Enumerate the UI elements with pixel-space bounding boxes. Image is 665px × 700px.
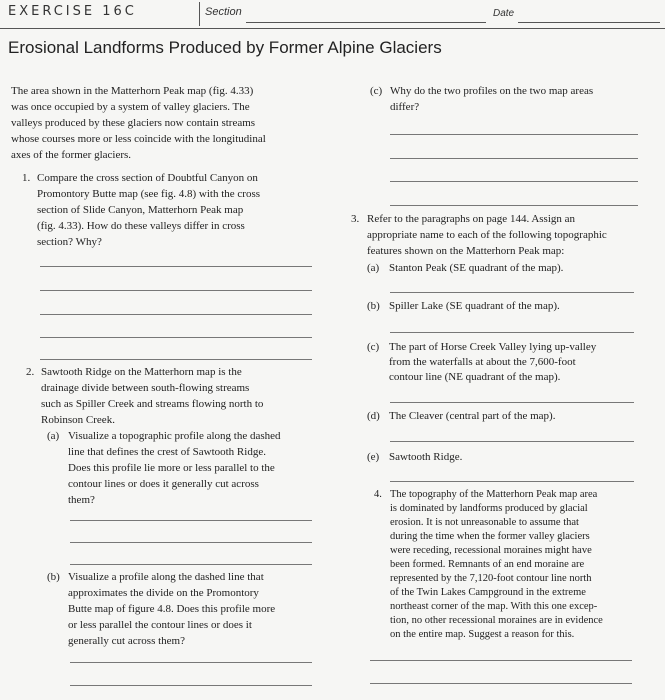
item-label: (c) [367, 341, 380, 353]
question-line: Promontory Butte map (see fig. 4.8) with the cross [37, 188, 261, 200]
subquestion-line: Visualize a profile along the dashed line that [68, 571, 264, 583]
question-line: represented by the 7,120-foot contour line north [390, 573, 592, 584]
answer-line-q2c[interactable] [390, 205, 638, 206]
section-label: Section [205, 6, 242, 18]
item-line: contour line (NE quadrant of the map). [389, 371, 561, 383]
subquestion-line: line that defines the crest of Sawtooth Ridge. [68, 446, 266, 458]
date-underline [518, 22, 660, 23]
question-line: such as Spiller Creek and streams flowing north to [41, 398, 264, 410]
answer-line-q1[interactable] [40, 314, 312, 315]
answer-line-q3a[interactable] [390, 292, 634, 293]
question-number: 1. [22, 172, 31, 184]
item-label: (d) [367, 410, 380, 422]
question-line: Refer to the paragraphs on page 144. Assign an [367, 213, 576, 225]
answer-line-q2a[interactable] [70, 542, 312, 543]
question-line: (fig. 4.33). How do these valleys differ in cross [37, 220, 245, 232]
intro-line: valleys produced by these glaciers now contain streams [11, 117, 256, 129]
intro-line: whose courses more or less coincide with the longitudinal [11, 133, 266, 145]
question-line: features shown on the Matterhorn Peak map: [367, 245, 565, 257]
header-rule [0, 28, 665, 29]
subquestion-line: contour lines or does it generally cut across [68, 478, 259, 490]
subquestion-line: approximates the divide on the Promontory [68, 587, 259, 599]
question-line: Robinson Creek. [41, 414, 115, 426]
question-line: of the Twin Lakes Campground in the extreme [390, 587, 586, 598]
subquestion-label: (c) [370, 85, 383, 97]
item-line: The Cleaver (central part of the map). [389, 410, 556, 422]
answer-line-q3b[interactable] [390, 332, 634, 333]
question-line: erosion. It is not unreasonable to assume that [390, 517, 579, 528]
question-number: 2. [26, 366, 35, 378]
subquestion-label: (a) [47, 430, 60, 442]
subquestion-line: Visualize a topographic profile along the dashed [68, 430, 281, 442]
subquestion-line: Butte map of figure 4.8. Does this profile more [68, 603, 276, 615]
answer-line-q2b[interactable] [70, 662, 312, 663]
answer-line-q1[interactable] [40, 290, 312, 291]
answer-line-q2b[interactable] [70, 685, 312, 686]
item-line: Spiller Lake (SE quadrant of the map). [389, 300, 560, 312]
subquestion-label: (b) [47, 571, 60, 583]
date-label: Date [493, 8, 515, 19]
subquestion-line: Why do the two profiles on the two map areas [390, 85, 594, 97]
question-line: northeast corner of the map. With this one excep- [390, 601, 598, 612]
question-line: Compare the cross section of Doubtful Canyon on [37, 172, 258, 184]
question-number: 4. [374, 489, 382, 500]
question-line: The topography of the Matterhorn Peak map area [390, 489, 598, 500]
answer-line-q2a[interactable] [70, 564, 312, 565]
answer-line-q4[interactable] [370, 683, 632, 684]
answer-line-q1[interactable] [40, 266, 312, 267]
item-line: Stanton Peak (SE quadrant of the map). [389, 262, 564, 274]
answer-line-q3d[interactable] [390, 441, 634, 442]
header-divider [199, 2, 200, 26]
question-line: section of Slide Canyon, Matterhorn Peak map [37, 204, 244, 216]
question-line: been formed. Remnants of an end moraine are [390, 559, 585, 570]
exercise-label: EXERCISE 16C [8, 4, 137, 19]
intro-line: axes of the former glaciers. [11, 149, 132, 161]
subquestion-line: Does this profile lie more or less parallel to the [68, 462, 275, 474]
page-title: Erosional Landforms Produced by Former Alpine Glaciers [8, 38, 442, 57]
item-line: from the waterfalls at about the 7,600-foot [389, 356, 576, 368]
answer-line-q4[interactable] [370, 660, 632, 661]
item-label: (e) [367, 451, 380, 463]
question-line: during the time when the former valley glaciers [390, 531, 590, 542]
item-line: Sawtooth Ridge. [389, 451, 463, 463]
intro-line: The area shown in the Matterhorn Peak map (fig. 4.33) [11, 85, 254, 97]
question-line: tion, no other recessional moraines are in evidence [390, 615, 603, 626]
item-label: (a) [367, 262, 380, 274]
subquestion-line: generally cut across them? [68, 635, 185, 647]
question-line: is dominated by landforms produced by glacial [390, 503, 588, 514]
question-line: drainage divide between south-flowing streams [41, 382, 250, 394]
question-line: section? Why? [37, 236, 102, 248]
question-line: on the entire map. Suggest a reason for this. [390, 629, 575, 640]
answer-line-q2a[interactable] [70, 520, 312, 521]
section-underline [246, 22, 486, 23]
header [0, 0, 665, 28]
answer-line-q3e[interactable] [390, 481, 634, 482]
item-label: (b) [367, 300, 380, 312]
answer-line-q1[interactable] [40, 337, 312, 338]
answer-line-q2c[interactable] [390, 181, 638, 182]
question-number: 3. [351, 213, 360, 225]
question-line: Sawtooth Ridge on the Matterhorn map is the [41, 366, 242, 378]
answer-line-q1[interactable] [40, 359, 312, 360]
subquestion-line: them? [68, 494, 95, 506]
answer-line-q2c[interactable] [390, 158, 638, 159]
item-line: The part of Horse Creek Valley lying up-valley [389, 341, 597, 353]
answer-line-q2c[interactable] [390, 134, 638, 135]
intro-line: was once occupied by a system of valley glaciers. The [11, 101, 250, 113]
subquestion-line: differ? [390, 101, 420, 113]
subquestion-line: or less parallel the contour lines or does it [68, 619, 252, 631]
question-line: appropriate name to each of the following topographic [367, 229, 607, 241]
question-line: were receding, recessional moraines might have [390, 545, 592, 556]
answer-line-q3c[interactable] [390, 402, 634, 403]
